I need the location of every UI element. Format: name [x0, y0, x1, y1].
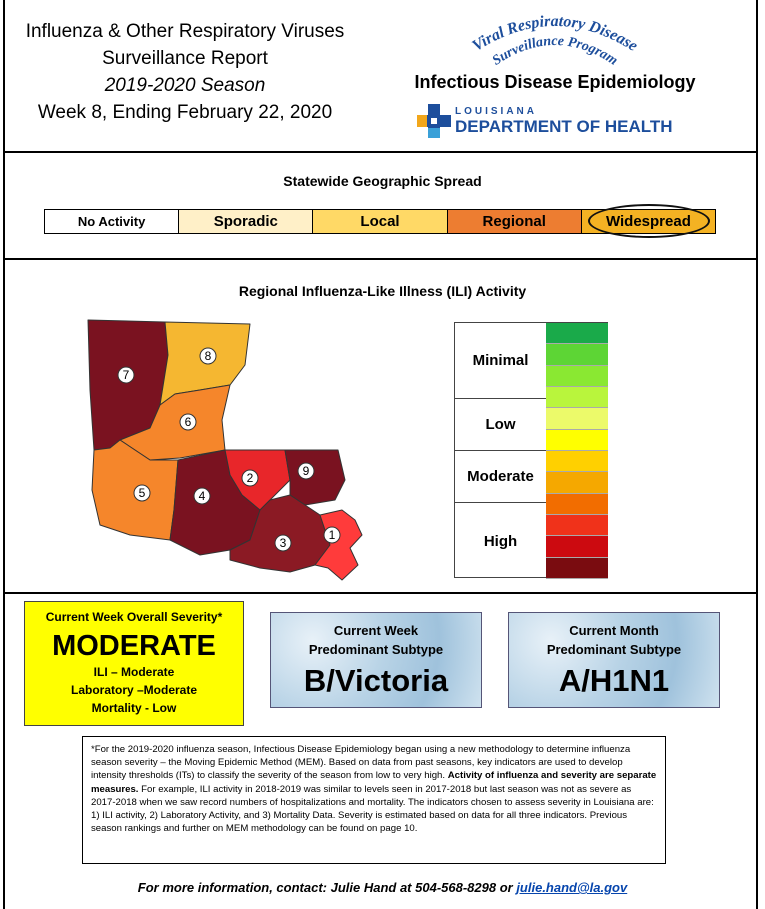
severity-ili: ILI – Moderate — [93, 665, 175, 679]
note-text-2: For example, ILI activity in 2018-2019 was similar to levels seen in 2017-2018 but last season was not as severe as 2017-2018 when we saw record numbers of hospitalizations and mortality. The indicators chosen to assess severity in Louisiana are: 1) ILI activity, 2) Laboratory Activity, and 3) Mortality Data. Severity is estimated based on data for all three indicators. Previous season rankings and further on MEM methodology can be found on page 10. — [91, 783, 654, 835]
ldh-cross-icon — [417, 104, 451, 138]
month-subtype-heading-2: Predominant Subtype — [546, 642, 682, 657]
svg-text:1: 1 — [328, 528, 336, 542]
ldh-small-text: LOUISIANA — [455, 106, 537, 117]
legend-swatch — [546, 515, 608, 536]
title-line-1: Influenza & Other Respiratory Viruses — [25, 21, 345, 42]
program-logo — [455, 6, 655, 76]
divider — [3, 592, 758, 594]
month-subtype-heading-1: Current Month — [569, 623, 659, 638]
report-title — [20, 18, 350, 126]
svg-text:3: 3 — [279, 536, 287, 550]
label-2 — [242, 470, 258, 486]
month-subtype-value: A/H1N1 — [558, 663, 670, 698]
legend-swatch — [546, 494, 608, 515]
legend-swatch — [546, 472, 608, 493]
label-8 — [200, 348, 216, 364]
label-3 — [275, 535, 291, 551]
legend-moderate: Moderate — [455, 451, 546, 503]
label-9 — [298, 463, 314, 479]
severity-box — [24, 601, 244, 726]
svg-text:8: 8 — [204, 349, 212, 363]
spread-local: Local — [313, 210, 447, 233]
legend-high: High — [483, 532, 518, 550]
label-7 — [118, 367, 134, 383]
spread-regional: Regional — [448, 210, 582, 233]
spread-widespread-label: Widespread — [605, 213, 691, 230]
label-1 — [324, 527, 340, 543]
louisiana-region-map — [80, 310, 380, 585]
spread-widespread — [582, 210, 715, 233]
title-line-2: Surveillance Report — [102, 48, 268, 69]
svg-text:2: 2 — [246, 471, 254, 485]
contact-text: For more information, contact: Julie Hand at 504-568-8298 or — [137, 880, 517, 895]
svg-text:9: 9 — [302, 464, 310, 478]
month-subtype-box — [508, 612, 720, 708]
legend-swatch — [546, 366, 608, 387]
legend-swatch — [546, 387, 608, 408]
ili-title: Regional Influenza-Like Illness (ILI) Activity — [238, 283, 527, 299]
week-subtype-heading-1: Current Week — [333, 623, 419, 638]
severity-lab: Laboratory –Moderate — [70, 683, 198, 697]
contact-email-link[interactable]: julie.hand@la.gov — [516, 880, 628, 895]
legend-minimal: Minimal — [455, 323, 546, 399]
ldh-logo — [415, 104, 675, 140]
divider — [3, 258, 758, 260]
note-text-1: *For the 2019-2020 influenza season, Infectious Disease Epidemiology began using a new methodology to determine influenza season severity – the Moving Epidemic Method (MEM). Based on data from past seasons, key indicators are used to develop intensity thresholds (ITs) to classify the severity of the season from low to very high. — [91, 744, 631, 782]
legend-swatch — [546, 323, 608, 344]
legend-swatch — [546, 408, 608, 429]
severity-heading: Current Week Overall Severity* — [45, 610, 223, 624]
spread-scale — [44, 209, 716, 234]
legend-swatch — [546, 344, 608, 365]
week-subtype-heading-2: Predominant Subtype — [308, 642, 444, 657]
legend-swatch — [546, 451, 608, 472]
svg-text:4: 4 — [198, 489, 206, 503]
week-subtype-box — [270, 612, 482, 708]
svg-text:7: 7 — [122, 368, 130, 382]
severity-value: MODERATE — [52, 630, 216, 662]
legend-color-scale — [546, 323, 608, 577]
note-bold: Activity of influenza and severity are separate measures. — [91, 770, 657, 795]
methodology-note — [82, 736, 666, 864]
svg-text:Surveillance Program — [490, 34, 620, 69]
spread-title: Statewide Geographic Spread — [283, 173, 482, 189]
svg-text:5: 5 — [138, 486, 146, 500]
ili-legend — [454, 322, 608, 578]
spread-no-activity: No Activity — [45, 210, 179, 233]
week-subtype-value: B/Victoria — [303, 663, 449, 698]
contact-line — [0, 880, 765, 895]
week-line: Week 8, Ending February 22, 2020 — [37, 102, 333, 123]
label-6 — [180, 414, 196, 430]
severity-mortality: Mortality - Low — [91, 701, 177, 715]
svg-text:6: 6 — [184, 415, 192, 429]
legend-swatch — [546, 430, 608, 451]
season-line: 2019-2020 Season — [104, 75, 266, 96]
divider — [3, 151, 758, 153]
region-9 — [285, 450, 345, 505]
label-5 — [134, 485, 150, 501]
spread-sporadic: Sporadic — [179, 210, 313, 233]
logo-line-2: Surveillance Program — [489, 33, 621, 69]
label-4 — [194, 488, 210, 504]
legend-swatch — [546, 536, 608, 557]
selected-circle — [588, 204, 710, 238]
logo-line-1: Viral Respiratory Disease — [469, 12, 641, 55]
legend-swatch — [546, 558, 608, 579]
ldh-big-text: DEPARTMENT OF HEALTH — [455, 117, 673, 136]
legend-low: Low — [455, 399, 546, 451]
org-name: Infectious Disease Epidemiology — [414, 72, 696, 92]
